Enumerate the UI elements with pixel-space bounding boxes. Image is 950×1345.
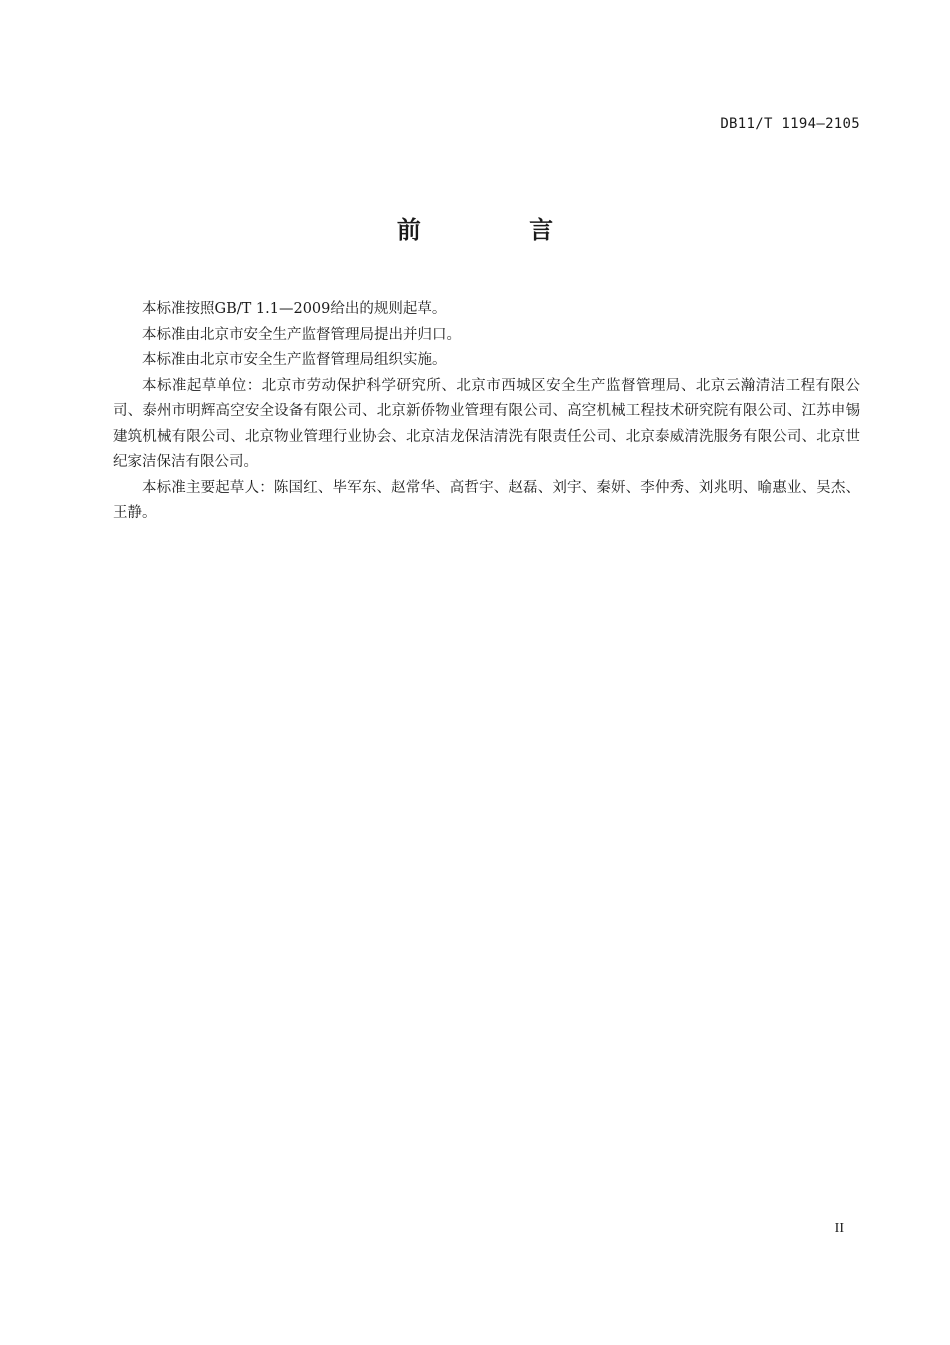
paragraph-drafting-units: 本标准起草单位：北京市劳动保护科学研究所、北京市西城区安全生产监督管理局、北京云瀚清洁工程有限公司、泰州市明辉高空安全设备有限公司、北京新侨物业管理有限公司、高空机械工程技术研究院有限公司、江苏申锡建筑机械有限公司、北京物业管理行业协会、北京洁龙保洁清洗有限责任公司、北京泰威清洗服务有限公司、北京世纪家洁保洁有限公司。 [113,377,860,470]
page-number: II [834,1221,844,1236]
document-code: DB11/T 1194—2105 [720,116,860,132]
paragraph-proposer: 本标准由北京市安全生产监督管理局提出并归口。 [142,326,461,343]
paragraph-main-drafters: 本标准主要起草人：陈国红、毕军东、赵常华、高哲宇、赵磊、刘宇、秦妍、李仲秀、刘兆明、喻惠业、吴杰、王静。 [113,479,860,521]
page-title: 前 言 [396,216,604,244]
paragraph-drafting-rules: 本标准按照GB/T 1.1—2009给出的规则起草。 [142,301,447,317]
foreword-body [113,297,860,527]
paragraph-implementer: 本标准由北京市安全生产监督管理局组织实施。 [142,352,447,368]
